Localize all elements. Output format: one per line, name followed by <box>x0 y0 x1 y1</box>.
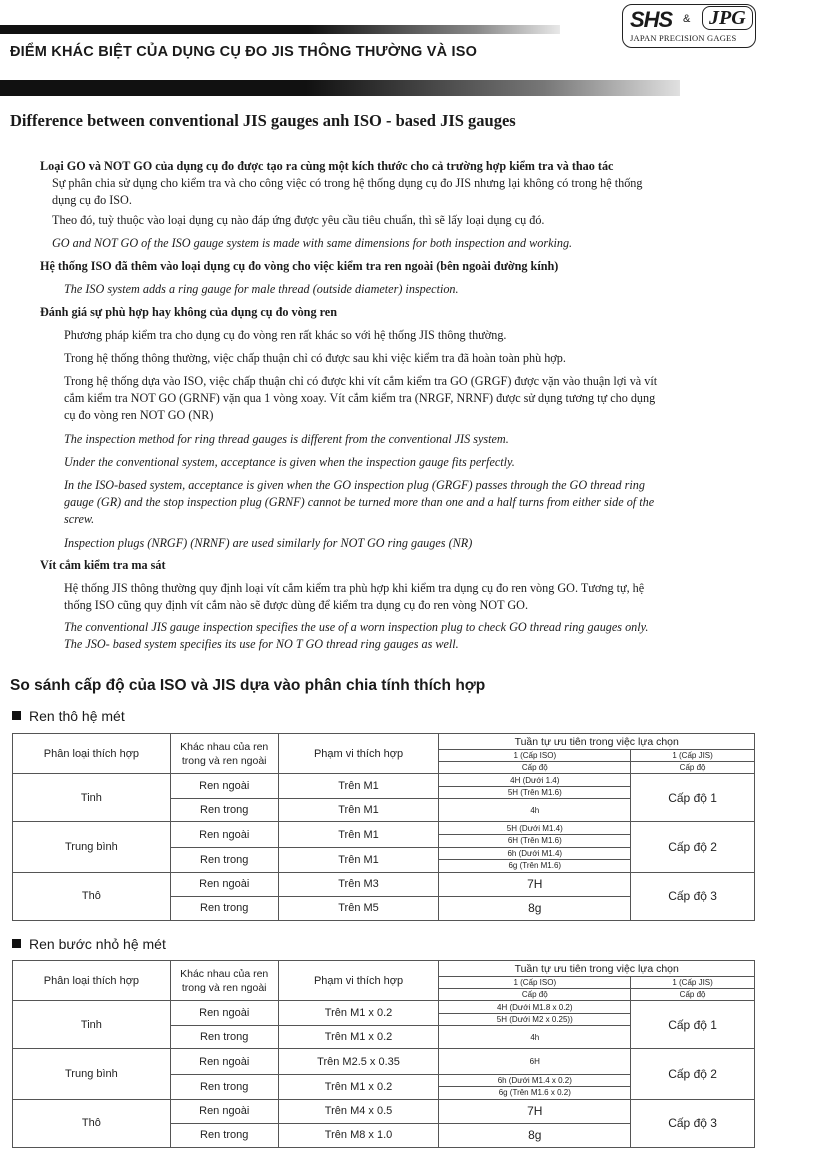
square-bullet-icon <box>12 711 21 720</box>
cell-iso-line: 6g (Trên M1.6) <box>508 861 562 871</box>
cell-iso-line: 6h (Dưới M1.4) <box>439 848 630 860</box>
header-thread-difference <box>170 734 278 774</box>
shs-logo-text: SHS <box>630 7 673 32</box>
cell-external: Ren ngoài <box>170 1049 278 1074</box>
cell-iso <box>439 1001 631 1026</box>
header-thread-difference-line2: trong và ren ngoài <box>181 754 267 767</box>
cell-jis-grade: Cấp độ 1 <box>631 1001 755 1049</box>
section-evaluation-english: screw. <box>64 512 95 526</box>
page-title-vn: ĐIỂM KHÁC BIỆT CỦA DỤNG CỤ ĐO JIS THÔNG THƯỜNG VÀ ISO <box>10 44 478 60</box>
coarse-thread-table <box>12 733 755 921</box>
section-go-notgo-text: Theo đó, tuỳ thuộc vào loại dụng cụ nào đáp ứng được yêu cầu tiêu chuẩn, thì sẽ lấy loại dụng cụ đó. <box>52 213 545 227</box>
cell-range: Trên M2.5 x 0.35 <box>278 1049 439 1074</box>
table-row <box>13 872 755 896</box>
row-label-medium: Trung bình <box>13 822 171 872</box>
table-row <box>13 774 755 799</box>
section-friction-plug-english: The conventional JIS gauge inspection specifies the use of a worn inspection plug to check GO thread ring gauges only. <box>64 620 649 634</box>
cell-range: Trên M1 <box>278 847 439 872</box>
section-go-notgo-text: dụng cụ đo ISO. <box>52 193 132 207</box>
cell-range: Trên M1 x 0.2 <box>278 1074 439 1099</box>
cell-iso: 8g <box>439 1123 631 1147</box>
table1-title <box>12 708 125 724</box>
cell-external: Ren ngoài <box>170 822 278 847</box>
cell-iso: 7H <box>439 1099 631 1123</box>
section-go-notgo-text: Sự phân chia sử dụng cho kiểm tra và cho công việc có trong hệ thống dụng cụ đo JIS nhưng lại không có trong hệ thống <box>52 176 643 190</box>
cell-internal: Ren trong <box>170 799 278 822</box>
cell-external: Ren ngoài <box>170 1099 278 1123</box>
cell-iso-line: 6H (Trên M1.6) <box>507 836 562 845</box>
cell-external: Ren ngoài <box>170 774 278 799</box>
cell-iso-line: 6g (Trên M1.6 x 0.2) <box>498 1088 571 1098</box>
cell-internal: Ren trong <box>170 1123 278 1147</box>
row-label-coarse: Thô <box>13 872 171 920</box>
section-ring-gauge-heading: Hệ thống ISO đã thêm vào loại dụng cụ đo vòng cho việc kiểm tra ren ngoài (bên ngoài đường kính) <box>40 259 559 273</box>
cell-range: Trên M1 x 0.2 <box>278 1026 439 1049</box>
logo-subtitle: JAPAN PRECISION GAGES <box>630 33 737 43</box>
section-evaluation-text: Phương pháp kiểm tra cho dụng cụ đo vòng ren rất khác so với hệ thống JIS thông thường. <box>64 328 507 342</box>
cell-internal: Ren trong <box>170 1074 278 1099</box>
header-iso: 1 (Cấp ISO) <box>439 750 631 762</box>
cell-iso <box>439 774 631 799</box>
header-priority: Tuần tự ưu tiên trong việc lựa chọn <box>439 961 755 977</box>
logo-ampersand: & <box>683 13 691 25</box>
cell-iso: 7H <box>439 872 631 896</box>
header-thread-difference-line2: trong và ren ngoài <box>181 981 267 994</box>
cell-range: Trên M1 <box>278 774 439 799</box>
header-classification: Phân loại thích hợp <box>13 734 171 774</box>
cell-internal: Ren trong <box>170 896 278 920</box>
section-go-notgo-english: GO and NOT GO of the ISO gauge system is made with same dimensions for both inspection and working. <box>52 236 573 250</box>
cell-iso: 4h <box>439 1026 631 1049</box>
comparison-title: So sánh cấp độ của ISO và JIS dựa vào phân chia tính thích hợp <box>10 677 486 694</box>
header-bar-bottom <box>0 80 680 96</box>
section-evaluation-heading: Đánh giá sự phù hợp hay không của dụng cụ đo vòng ren <box>40 305 337 319</box>
header-range: Phạm vi thích hợp <box>278 734 439 774</box>
section-evaluation-text: cụ đo vòng ren NOT GO (NR) <box>64 408 214 422</box>
cell-iso: 6H <box>439 1049 631 1074</box>
header-jis: 1 (Cấp JIS) <box>631 977 755 989</box>
cell-internal: Ren trong <box>170 847 278 872</box>
cell-external: Ren ngoài <box>170 872 278 896</box>
header-priority: Tuần tự ưu tiên trong việc lựa chọn <box>439 734 755 750</box>
page-title-en: Difference between conventional JIS gauges anh ISO - based JIS gauges <box>10 111 516 130</box>
cell-external: Ren ngoài <box>170 1001 278 1026</box>
section-go-notgo-heading: Loại GO và NOT GO của dụng cụ đo được tạo ra cùng một kích thước cho cả trường hợp kiểm tra và thao tác <box>40 159 614 173</box>
table1-title-text: Ren thô hệ mét <box>29 708 125 724</box>
cell-internal: Ren trong <box>170 1026 278 1049</box>
table-row <box>13 822 755 847</box>
cell-iso-line: 5H (Dưới M2 x 0.25)) <box>496 1014 573 1024</box>
cell-range: Trên M4 x 0.5 <box>278 1099 439 1123</box>
cell-range: Trên M1 <box>278 822 439 847</box>
header-jis: 1 (Cấp JIS) <box>631 750 755 762</box>
cell-jis-grade: Cấp độ 2 <box>631 1049 755 1099</box>
section-friction-plug-text: thống ISO cũng quy định vít cắm nào sẽ được dùng để kiểm tra dụng cụ đo ren vòng NOT GO. <box>64 598 529 612</box>
header-iso: 1 (Cấp ISO) <box>439 977 631 989</box>
square-bullet-icon <box>12 939 21 948</box>
section-evaluation-english: Inspection plugs (NRGF) (NRNF) are used similarly for NOT GO ring gauges (NR) <box>64 536 473 550</box>
cell-iso <box>439 822 631 847</box>
section-ring-gauge-english: The ISO system adds a ring gauge for male thread (outside diameter) inspection. <box>64 282 459 296</box>
cell-jis-grade: Cấp độ 3 <box>631 872 755 920</box>
section-friction-plug-heading: Vít cắm kiểm tra ma sát <box>40 558 166 572</box>
cell-jis-grade: Cấp độ 1 <box>631 774 755 822</box>
row-label-fine: Tinh <box>13 774 171 822</box>
header-jis-grade: Cấp độ <box>631 989 755 1001</box>
section-evaluation-english: In the ISO-based system, acceptance is given when the GO inspection plug (GRGF) passes through the GO thread ring <box>64 478 645 492</box>
cell-range: Trên M1 <box>278 799 439 822</box>
section-evaluation-text: Trong hệ thống dựa vào ISO, việc chấp thuận chỉ có được khi vít cắm kiểm tra GO (GRGF) được vặn vào thuận lợi và vít <box>64 374 658 388</box>
cell-iso-line: 6h (Dưới M1.4 x 0.2) <box>439 1075 630 1087</box>
cell-jis-grade: Cấp độ 3 <box>631 1099 755 1147</box>
cell-iso: 8g <box>439 896 631 920</box>
section-evaluation-english: Under the conventional system, acceptance is given when the inspection gauge fits perfectly. <box>64 455 515 469</box>
cell-iso-line: 4H (Dưới M1.8 x 0.2) <box>439 1002 630 1014</box>
row-label-coarse: Thô <box>13 1099 171 1147</box>
section-evaluation-english: gauge (GR) and the stop inspection plug (GRNF) cannot be turned more than one and a half turns from either side of the <box>64 495 655 509</box>
header-iso-grade: Cấp độ <box>439 989 631 1001</box>
table-row <box>13 1099 755 1123</box>
cell-iso-line: 5H (Trên M1.6) <box>507 787 562 797</box>
fine-thread-table <box>12 960 755 1148</box>
cell-range: Trên M3 <box>278 872 439 896</box>
row-label-fine: Tinh <box>13 1001 171 1049</box>
cell-iso: 4h <box>439 799 631 822</box>
jpg-logo-text: JPG <box>702 6 753 30</box>
section-friction-plug-english: The JSO- based system specifies its use for NO T GO thread ring gauges as well. <box>64 637 459 651</box>
header-thread-difference-line1: Khác nhau của ren <box>180 740 269 753</box>
header-classification: Phân loại thích hợp <box>13 961 171 1001</box>
header-bar-top <box>0 25 560 34</box>
header-range: Phạm vi thích hợp <box>278 961 439 1001</box>
header-jis-grade: Cấp độ <box>631 762 755 774</box>
table-row <box>13 1049 755 1074</box>
section-friction-plug-text: Hệ thống JIS thông thường quy định loại vít cắm kiểm tra phù hợp khi kiểm tra dụng cụ đo ren vòng GO. Tương tự, hệ <box>64 581 645 595</box>
cell-range: Trên M1 x 0.2 <box>278 1001 439 1026</box>
section-evaluation-english: The inspection method for ring thread gauges is different from the conventional JIS system. <box>64 432 509 446</box>
cell-iso <box>439 847 631 872</box>
header-thread-difference-line1: Khác nhau của ren <box>180 967 269 980</box>
header-iso-grade: Cấp độ <box>439 762 631 774</box>
cell-iso-line: 5H (Dưới M1.4) <box>439 823 630 835</box>
table2-title <box>12 936 166 952</box>
cell-jis-grade: Cấp độ 2 <box>631 822 755 872</box>
section-evaluation-text: Trong hệ thống thông thường, việc chấp thuận chỉ có được sau khi việc kiểm tra đã hoàn toàn phù hợp. <box>64 351 566 365</box>
cell-iso-line: 4H (Dưới 1.4) <box>439 775 630 787</box>
cell-iso <box>439 1074 631 1099</box>
table2-title-text: Ren bước nhỏ hệ mét <box>29 936 166 952</box>
section-evaluation-text: cắm kiểm tra NOT GO (GRNF) vặn qua 1 vòng xoay. Vít cắm kiểm tra (NRGF, NRNF) được sử dụng tương tự cho dụng <box>64 391 656 405</box>
cell-range: Trên M5 <box>278 896 439 920</box>
table-row <box>13 1001 755 1026</box>
row-label-medium: Trung bình <box>13 1049 171 1099</box>
cell-range: Trên M8 x 1.0 <box>278 1123 439 1147</box>
header-thread-difference <box>170 961 278 1001</box>
